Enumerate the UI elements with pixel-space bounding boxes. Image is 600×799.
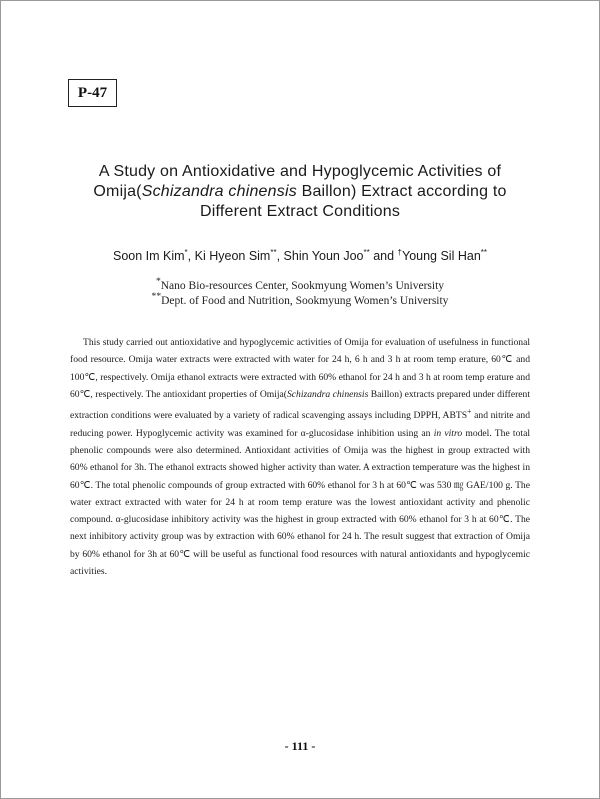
- author-1: Soon Im Kim: [112, 249, 185, 264]
- author-4-mark: **: [480, 248, 488, 257]
- affiliation-1: [60, 276, 540, 292]
- abstract-text-4: model. The total phenolic compounds were also determined. Antioxidant activities of Omija was the highest in group extracted with 60% ethanol for 3h. The ethanol extracts showed higher activity than water. A extraction temperature was the highest in 60℃. The total phenolic compounds of group extracted with 60% ethanol for 3 h at 60℃ was 530 ㎎ GAE/100 g. The water extract extracted with water for 24 h at room temp erature was the lowest antioxidant activity and phenolic compound. α-glucosidase inhibitory activity was the highest in group extracted with 60% ethanol for 3 h at 60℃. The next inhibitory activity group was by extraction with 60% ethanol for 24 h. The result suggest that extraction of Omija by 60% ethanol for 3h at 60℃ will be useful as functional food resources with natural antioxidants and hypoglycemic activities.: [70, 427, 530, 578]
- page-number: - 111 -: [284, 739, 316, 753]
- affiliation-2: [60, 291, 540, 307]
- affiliation-2-text: Dept. of Food and Nutrition, Sookmyung Women’s University: [161, 294, 449, 307]
- author-list: [30, 248, 570, 263]
- author-separator: and: [369, 249, 398, 264]
- affiliation-1-mark: *: [155, 276, 161, 287]
- poster-code: P-47: [68, 79, 117, 107]
- author-separator: ,: [187, 249, 195, 264]
- title-line-3: Different Extract Conditions: [199, 203, 401, 220]
- abstract-in-vitro: in vitro: [433, 427, 463, 439]
- abstract-text-2: Baillon) extracts prepared under different extraction conditions were evaluated by a variety of radical scavenging assays including DPPH, ABTS: [70, 388, 531, 422]
- author-1-mark: *: [184, 248, 188, 257]
- corresponding-mark: †: [397, 248, 402, 257]
- abstract-body: [70, 334, 530, 580]
- title-line-2: [50, 182, 550, 202]
- title-line-1: A Study on Antioxidative and Hypoglycemic Activities of: [98, 163, 502, 180]
- author-2: Ki Hyeon Sim: [194, 249, 271, 264]
- abstract-species-name: Schizandra chinensis: [287, 388, 369, 400]
- title-species-name: Schizandra chinensis: [141, 183, 297, 200]
- abts-superscript: +: [467, 407, 472, 417]
- affiliation-2-mark: **: [151, 291, 162, 302]
- author-separator: ,: [276, 249, 284, 264]
- abstract-text-1: This study carried out antioxidative and hypoglycemic activities of Omija for evaluation of usefulness in functional food resource. Omija water extracts were extracted with water for 24 h, 6 h and 3 h at room temp erature, 60℃ and 100℃, respectively. Omija ethanol extracts were extracted with 60% ethanol for 24 h and 3 h at room temp erature and 60℃, respectively. The antioxidant properties of Omija(: [70, 337, 530, 400]
- author-3-mark: **: [363, 248, 370, 257]
- title-line-2-suffix: Baillon) Extract according to: [296, 183, 507, 200]
- author-4: Young Sil Han: [402, 249, 481, 264]
- author-2-mark: **: [270, 248, 277, 257]
- title-line-2-prefix: Omija(: [93, 183, 142, 200]
- affiliation-1-text: Nano Bio-resources Center, Sookmyung Women’s University: [160, 279, 445, 292]
- author-3: Shin Youn Joo: [283, 249, 364, 264]
- paper-title: [50, 162, 550, 222]
- abstract-text-3: and nitrite and reducing power. Hypoglycemic activity was examined for α-glucosidase inhibition using an: [70, 410, 531, 439]
